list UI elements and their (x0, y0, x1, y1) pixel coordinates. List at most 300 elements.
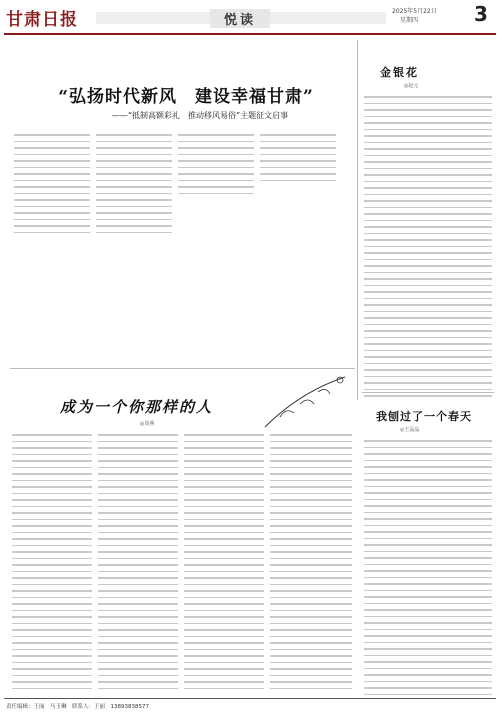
text-line (184, 493, 264, 495)
text-line (14, 186, 90, 188)
text-line (12, 616, 92, 618)
text-line (260, 141, 336, 143)
text-line (12, 467, 92, 469)
text-line (12, 642, 92, 644)
text-line (364, 479, 492, 481)
text-line (270, 668, 352, 670)
text-line (270, 616, 352, 618)
article-title: 成为一个你那样的人 (60, 398, 214, 416)
text-line (98, 486, 178, 488)
text-line (364, 142, 492, 144)
text-line (184, 642, 264, 644)
text-line (184, 473, 264, 475)
text-line (270, 480, 352, 482)
text-line (184, 681, 264, 683)
text-line (364, 590, 492, 592)
text-line (364, 311, 492, 313)
text-line (98, 571, 178, 573)
text-line (364, 629, 492, 631)
text-line (364, 395, 492, 397)
text-line (364, 265, 492, 267)
text-line (184, 571, 264, 573)
text-line (12, 623, 92, 625)
text-line (364, 648, 492, 650)
text-line (364, 564, 492, 566)
text-line (364, 116, 492, 118)
text-line (364, 272, 492, 274)
issue-date: 2025年5月22日 (392, 8, 437, 15)
flower-illustration (260, 372, 350, 432)
text-line (178, 167, 254, 169)
text-line (270, 590, 352, 592)
text-line (12, 519, 92, 521)
text-line (270, 434, 352, 436)
text-line (14, 154, 90, 156)
text-line (270, 597, 352, 599)
text-line (98, 662, 178, 664)
text-line (12, 681, 92, 683)
newspaper-logo: 甘肃日报 (6, 10, 78, 30)
text-line (12, 447, 92, 449)
article-author: ◎周燕 (140, 421, 155, 427)
text-line (364, 278, 492, 280)
text-line (270, 486, 352, 488)
text-line (98, 590, 178, 592)
text-line (12, 486, 92, 488)
text-line (364, 389, 492, 391)
text-line (364, 324, 492, 326)
text-line (260, 134, 336, 136)
text-line (270, 447, 352, 449)
section-title: 悦读 (210, 9, 270, 28)
text-line (14, 134, 90, 136)
text-line (184, 558, 264, 560)
text-line (270, 584, 352, 586)
text-line (96, 212, 172, 214)
text-line (184, 545, 264, 547)
text-line (364, 363, 492, 365)
text-line (364, 447, 492, 449)
text-line (98, 525, 178, 527)
text-line (96, 160, 172, 162)
text-line (260, 147, 336, 149)
text-line (12, 662, 92, 664)
text-line (184, 506, 264, 508)
text-line (98, 623, 178, 625)
text-line (12, 571, 92, 573)
text-line (98, 519, 178, 521)
text-line (364, 376, 492, 378)
text-line (270, 681, 352, 683)
text-line (12, 558, 92, 560)
text-line (12, 668, 92, 670)
text-line (184, 525, 264, 527)
text-line (364, 557, 492, 559)
text-line (12, 480, 92, 482)
text-line (364, 226, 492, 228)
text-line (364, 168, 492, 170)
text-line (178, 180, 254, 182)
editor-credits: 责任编辑：王丽 马玉琳 联系人：王丽 13893838577 (6, 704, 149, 710)
text-line (12, 597, 92, 599)
text-line (98, 603, 178, 605)
text-line (364, 577, 492, 579)
text-line (364, 356, 492, 358)
text-line (12, 564, 92, 566)
text-line (98, 441, 178, 443)
text-line (364, 155, 492, 157)
text-line (364, 103, 492, 105)
text-line (270, 506, 352, 508)
text-line (364, 642, 492, 644)
text-line (98, 499, 178, 501)
text-line (270, 467, 352, 469)
text-line (98, 558, 178, 560)
text-line (178, 147, 254, 149)
text-line (14, 173, 90, 175)
text-line (14, 167, 90, 169)
text-line (364, 181, 492, 183)
text-line (96, 186, 172, 188)
text-line (96, 154, 172, 156)
poem-title: 金银花 (380, 66, 419, 79)
text-line (184, 668, 264, 670)
text-line (98, 460, 178, 462)
text-line (98, 506, 178, 508)
text-line (364, 174, 492, 176)
text-line (14, 180, 90, 182)
footer-rule (4, 698, 496, 699)
text-line (98, 584, 178, 586)
text-line (364, 246, 492, 248)
text-line (184, 675, 264, 677)
text-line (364, 200, 492, 202)
text-line (96, 219, 172, 221)
text-line (270, 519, 352, 521)
text-line (270, 473, 352, 475)
text-line (364, 655, 492, 657)
text-line (12, 577, 92, 579)
text-line (364, 330, 492, 332)
text-line (14, 193, 90, 195)
text-line (12, 675, 92, 677)
text-line (14, 147, 90, 149)
text-line (270, 571, 352, 573)
text-line (270, 460, 352, 462)
text-line (98, 688, 178, 690)
text-line (178, 134, 254, 136)
text-line (364, 337, 492, 339)
text-line (184, 486, 264, 488)
text-line (260, 180, 336, 182)
text-line (364, 440, 492, 442)
text-line (260, 160, 336, 162)
text-line (270, 493, 352, 495)
text-line (364, 681, 492, 683)
text-line (184, 467, 264, 469)
text-line (98, 434, 178, 436)
text-line (364, 570, 492, 572)
text-line (96, 173, 172, 175)
text-line (364, 622, 492, 624)
text-line (364, 635, 492, 637)
text-line (270, 525, 352, 527)
text-line (14, 212, 90, 214)
text-line (98, 616, 178, 618)
notice-title: “弘扬时代新风 建设幸福甘肃” (58, 87, 314, 107)
text-line (178, 141, 254, 143)
text-line (260, 173, 336, 175)
text-line (184, 564, 264, 566)
text-line (14, 199, 90, 201)
text-line (184, 434, 264, 436)
text-line (364, 285, 492, 287)
text-line (12, 506, 92, 508)
text-line (98, 610, 178, 612)
text-line (14, 225, 90, 227)
text-line (364, 505, 492, 507)
text-line (184, 538, 264, 540)
text-line (14, 141, 90, 143)
text-line (270, 441, 352, 443)
text-line (364, 694, 492, 696)
text-line (96, 180, 172, 182)
text-line (12, 688, 92, 690)
text-line (12, 584, 92, 586)
notice-subtitle: ——“抵制高额彩礼 推动移风易俗”主题征文启事 (111, 111, 289, 120)
text-line (98, 512, 178, 514)
text-line (98, 675, 178, 677)
text-line (364, 492, 492, 494)
text-line (270, 532, 352, 534)
text-line (12, 441, 92, 443)
text-line (184, 512, 264, 514)
text-line (364, 369, 492, 371)
text-line (364, 239, 492, 241)
text-line (98, 467, 178, 469)
text-line (184, 636, 264, 638)
text-line (260, 167, 336, 169)
text-line (184, 623, 264, 625)
text-line (364, 161, 492, 163)
text-line (364, 343, 492, 345)
text-line (12, 629, 92, 631)
text-line (270, 642, 352, 644)
text-line (364, 96, 492, 98)
text-line (184, 532, 264, 534)
text-line (12, 532, 92, 534)
text-line (12, 454, 92, 456)
section-divider (10, 368, 355, 369)
text-line (184, 603, 264, 605)
text-line (364, 687, 492, 689)
text-line (184, 616, 264, 618)
text-line (364, 109, 492, 111)
text-line (184, 447, 264, 449)
text-line (178, 154, 254, 156)
text-line (270, 551, 352, 553)
text-line (12, 473, 92, 475)
text-line (184, 655, 264, 657)
text-line (270, 577, 352, 579)
text-line (260, 154, 336, 156)
text-line (364, 518, 492, 520)
text-line (12, 649, 92, 651)
text-line (270, 662, 352, 664)
text-line (98, 538, 178, 540)
text-line (364, 317, 492, 319)
text-line (270, 649, 352, 651)
text-line (184, 590, 264, 592)
text-line (364, 135, 492, 137)
text-line (98, 668, 178, 670)
text-line (364, 609, 492, 611)
text-line (98, 597, 178, 599)
text-line (178, 186, 254, 188)
text-line (98, 447, 178, 449)
text-line (184, 597, 264, 599)
text-line (364, 194, 492, 196)
text-line (12, 499, 92, 501)
text-line (270, 564, 352, 566)
text-line (184, 480, 264, 482)
text-line (364, 596, 492, 598)
text-line (364, 213, 492, 215)
text-line (96, 134, 172, 136)
text-line (184, 499, 264, 501)
text-line (12, 655, 92, 657)
text-line (364, 187, 492, 189)
text-line (98, 629, 178, 631)
text-line (12, 545, 92, 547)
text-line (12, 538, 92, 540)
text-line (12, 590, 92, 592)
text-line (14, 219, 90, 221)
text-line (270, 636, 352, 638)
text-line (96, 225, 172, 227)
text-line (364, 252, 492, 254)
text-line (270, 655, 352, 657)
header-rule (4, 33, 496, 35)
text-line (270, 558, 352, 560)
text-line (270, 629, 352, 631)
page-number: 3 (474, 2, 488, 26)
text-line (98, 649, 178, 651)
text-line (14, 232, 90, 234)
text-line (12, 551, 92, 553)
text-line (364, 499, 492, 501)
text-line (184, 577, 264, 579)
text-line (364, 616, 492, 618)
text-line (364, 207, 492, 209)
text-line (364, 298, 492, 300)
text-line (98, 636, 178, 638)
text-line (364, 122, 492, 124)
text-line (270, 538, 352, 540)
column-divider (357, 40, 358, 400)
text-line (270, 675, 352, 677)
text-line (184, 584, 264, 586)
text-line (12, 434, 92, 436)
text-line (364, 220, 492, 222)
text-line (98, 480, 178, 482)
text-line (270, 610, 352, 612)
text-line (184, 662, 264, 664)
text-line (364, 473, 492, 475)
text-line (270, 499, 352, 501)
text-line (14, 160, 90, 162)
text-line (98, 577, 178, 579)
text-line (364, 603, 492, 605)
article-author: ◎王晶晶 (400, 427, 420, 433)
text-line (12, 610, 92, 612)
text-line (270, 688, 352, 690)
text-line (184, 519, 264, 521)
text-line (364, 668, 492, 670)
text-line (184, 551, 264, 553)
text-line (12, 603, 92, 605)
text-line (364, 486, 492, 488)
text-line (98, 655, 178, 657)
text-line (178, 193, 254, 195)
text-line (364, 512, 492, 514)
text-line (364, 460, 492, 462)
text-line (96, 141, 172, 143)
text-line (364, 304, 492, 306)
text-line (184, 441, 264, 443)
text-line (12, 512, 92, 514)
text-line (364, 466, 492, 468)
text-line (364, 525, 492, 527)
article-title: 我刨过了一个春天 (376, 410, 472, 423)
text-line (178, 160, 254, 162)
issue-weekday: 星期四 (400, 17, 419, 24)
text-line (98, 681, 178, 683)
text-line (364, 453, 492, 455)
text-line (270, 603, 352, 605)
section-divider (362, 392, 494, 393)
text-line (184, 460, 264, 462)
text-line (270, 512, 352, 514)
text-line (96, 167, 172, 169)
text-line (12, 493, 92, 495)
text-line (364, 291, 492, 293)
text-line (364, 531, 492, 533)
text-line (364, 583, 492, 585)
text-line (364, 129, 492, 131)
text-line (96, 206, 172, 208)
text-line (14, 206, 90, 208)
text-line (98, 545, 178, 547)
text-line (184, 629, 264, 631)
text-line (184, 454, 264, 456)
text-line (98, 532, 178, 534)
text-line (364, 382, 492, 384)
text-line (98, 473, 178, 475)
text-line (184, 610, 264, 612)
text-line (364, 538, 492, 540)
text-line (178, 173, 254, 175)
text-line (96, 232, 172, 234)
text-line (12, 525, 92, 527)
text-line (364, 233, 492, 235)
text-line (270, 623, 352, 625)
text-line (270, 545, 352, 547)
text-line (98, 564, 178, 566)
text-line (184, 649, 264, 651)
text-line (364, 551, 492, 553)
text-line (12, 636, 92, 638)
